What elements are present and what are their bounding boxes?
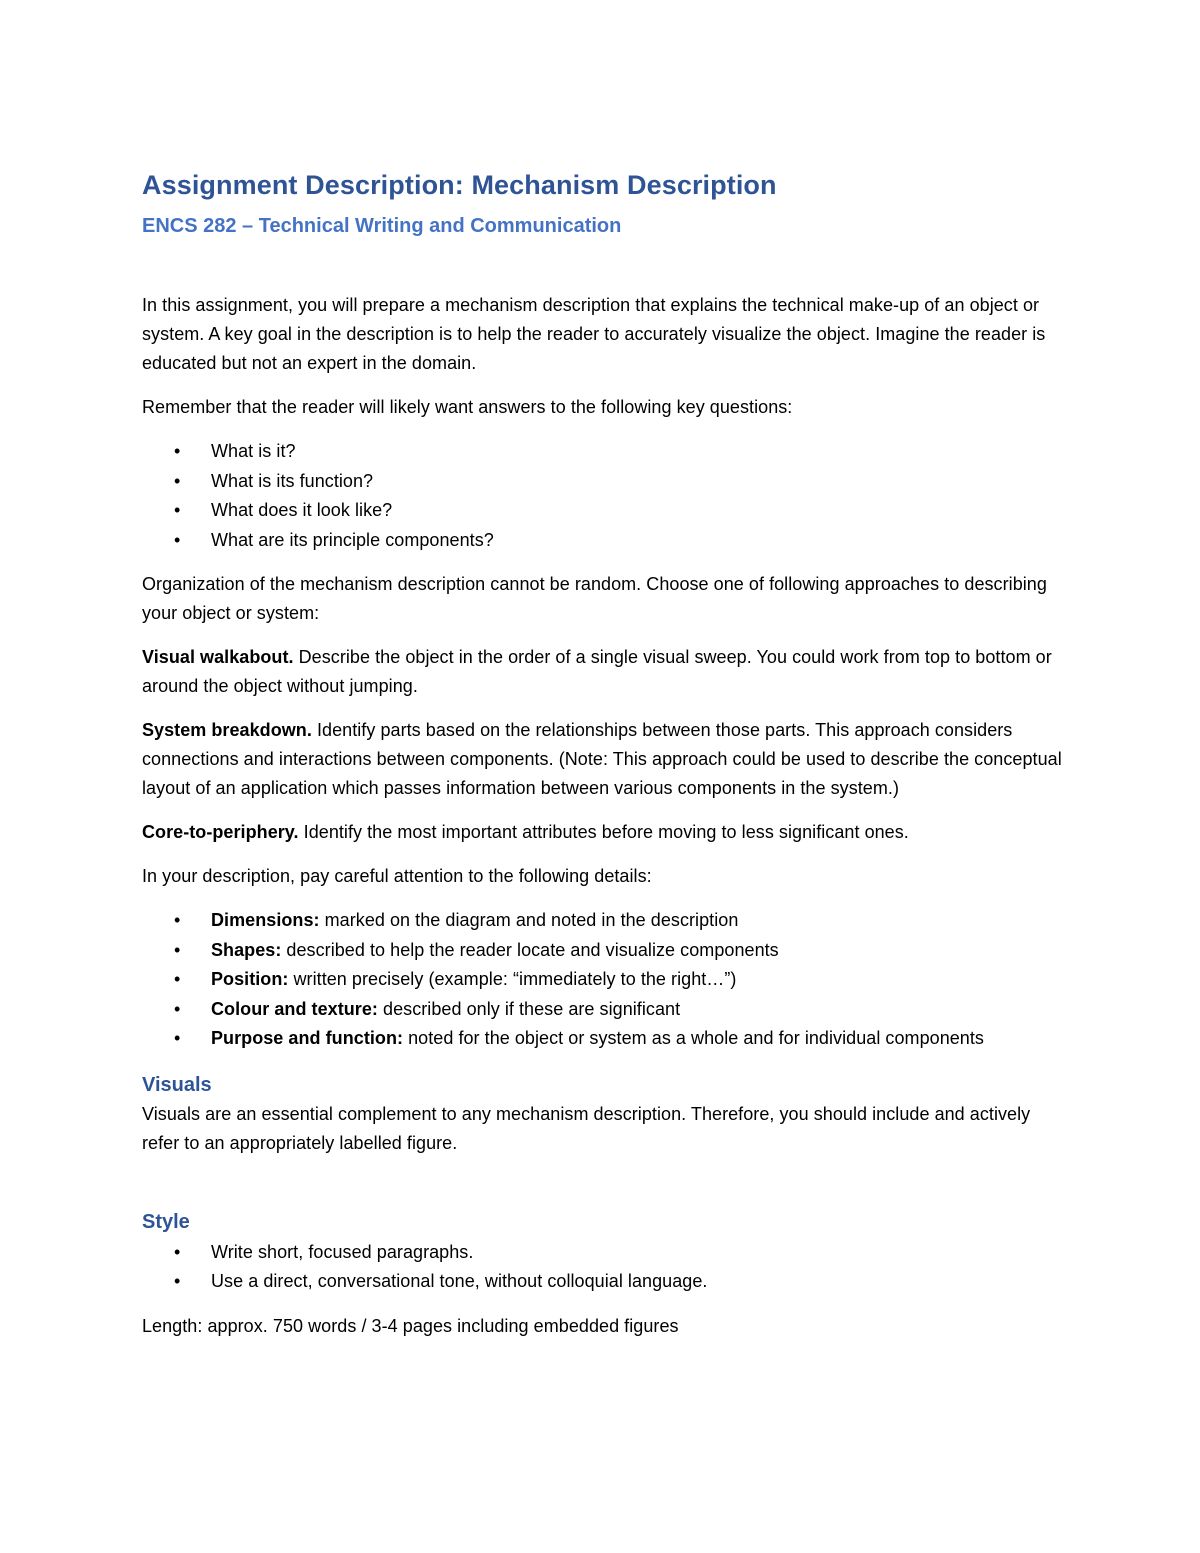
approach-core-to-periphery: Core-to-periphery. Identify the most important attributes before moving to less significant ones. xyxy=(142,822,909,842)
style-heading: Style xyxy=(142,1210,190,1233)
organization-paragraph: Organization of the mechanism description cannot be random. Choose one of following approaches to describing your object or system: xyxy=(142,574,1047,623)
bullet-icon: • xyxy=(174,969,181,989)
length-note: Length: approx. 750 words / 3-4 pages including embedded figures xyxy=(142,1315,679,1336)
list-item: • Position: written precisely (example: “immediately to the right…”) xyxy=(211,965,1072,995)
details-intro: In your description, pay careful attention to the following details: xyxy=(142,866,652,886)
bullet-icon: • xyxy=(174,939,181,960)
questions-intro: Remember that the reader will likely want answers to the following key questions: xyxy=(142,397,793,417)
list-item: • What does it look like? xyxy=(211,496,1072,526)
details-list xyxy=(142,906,1072,1054)
bullet-icon: • xyxy=(174,998,181,1019)
bullet-icon: • xyxy=(174,500,181,520)
document-subtitle: ENCS 282 – Technical Writing and Communication xyxy=(142,215,622,237)
bullet-icon: • xyxy=(174,470,181,491)
visuals-heading: Visuals xyxy=(142,1073,212,1096)
approach-system-breakdown: System breakdown. Identify parts based on the relationships between those parts. This approach considers connections and interactions between components. (Note: This approach could be used to describe the conceptual layout of an application which passes information between various components in the system.) xyxy=(142,720,1062,798)
visuals-paragraph: Visuals are an essential complement to any mechanism description. Therefore, you should include and actively refer to an appropriately labelled figure. xyxy=(142,1103,1031,1153)
list-item: • What is its function? xyxy=(211,467,1072,497)
approach-visual-walkabout: Visual walkabout. Describe the object in the order of a single visual sweep. You could work from top to bottom or around the object without jumping. xyxy=(142,647,1052,696)
bullet-icon: • xyxy=(174,910,181,930)
list-item: • What is it? xyxy=(211,437,1072,467)
bullet-icon: • xyxy=(174,1241,181,1262)
list-item: • Dimensions: marked on the diagram and noted in the description xyxy=(211,906,1072,936)
list-item: • What are its principle components? xyxy=(211,526,1072,556)
questions-list xyxy=(142,437,1072,555)
list-item: • Colour and texture: described only if these are significant xyxy=(211,995,1072,1025)
document-page xyxy=(142,165,1072,1341)
bullet-icon: • xyxy=(174,441,181,461)
list-item: • Shapes: described to help the reader locate and visualize components xyxy=(211,936,1072,966)
intro-paragraph: In this assignment, you will prepare a mechanism description that explains the technical make-up of an object or system. A key goal in the description is to help the reader to accurately visualize the object. Imagine the reader is educated but not an expert in the domain. xyxy=(142,295,1046,373)
document-title: Assignment Description: Mechanism Description xyxy=(142,170,777,200)
bullet-icon: • xyxy=(174,529,181,550)
list-item: • Use a direct, conversational tone, without colloquial language. xyxy=(211,1267,1072,1297)
list-item: • Write short, focused paragraphs. xyxy=(211,1238,1072,1268)
bullet-icon: • xyxy=(174,1028,181,1048)
list-item: • Purpose and function: noted for the object or system as a whole and for individual components xyxy=(211,1024,1072,1054)
bullet-icon: • xyxy=(174,1271,181,1291)
style-list xyxy=(142,1238,1072,1297)
